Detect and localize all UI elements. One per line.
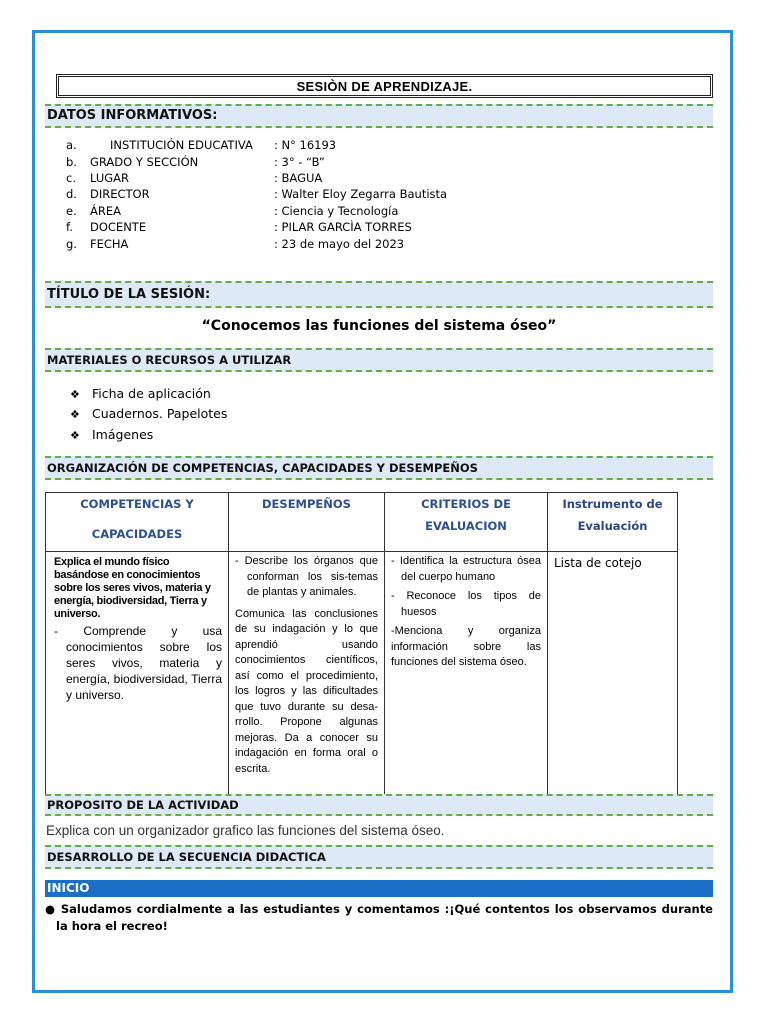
cell-competencia [46,552,229,795]
criterio-item: - Reconoce los tipos de huesos [391,590,541,618]
table-row [46,552,678,795]
header-desempenos: DESEMPEÑOS [229,493,385,552]
competencias-table [45,492,678,795]
diamond-bullet-icon: ❖ [70,388,80,401]
criterio-item: -Menciona y organiza información sobre las funciones del sistema óseo. [391,625,541,668]
competencia-text: Explica el mundo físico basándose en conocimientos sobre los seres vivos, materia y energía, biodiversidad, Tierra y universo. [54,556,211,620]
section-materiales: MATERIALES O RECURSOS A UTILIZAR [45,348,713,372]
list-item: ❖ Ficha de aplicación [70,386,211,401]
proposito-text: Explica con un organizador grafico las funciones del sistema óseo. [46,823,445,838]
inicio-bar: INICIO [45,880,713,897]
bullet-dot-icon: ● [45,902,61,916]
inicio-text: ● Saludamos cordialmente a las estudiantes y comentamos :¡Qué contentos los observamos durante la hora el recreo! [45,902,713,933]
cell-desempenos [229,552,385,795]
desempeno-item: Comunica las conclusiones de su indagación y lo que aprendió usando conocimientos científicos, así como el procedimiento, los logros y las dificultades que tuvo durante su desa-rrollo. Propone algunas mejoras. Da a conocer su indagación en forma oral o escrita. [235,607,378,775]
list-item: ❖ Cuadernos. Papelotes [70,406,228,421]
cell-instrumento: Lista de cotejo [548,552,678,795]
diamond-bullet-icon: ❖ [70,429,80,442]
section-proposito: PROPOSITO DE LA ACTIVIDAD [45,794,713,816]
session-title: “Conocemos las funciones del sistema óseo” [201,318,557,334]
table-header-row [46,493,678,552]
header-instrumento: Instrumento de Evaluación [548,493,678,552]
section-datos: DATOS INFORMATIVOS: [45,104,713,128]
criterio-item: - Identifica la estructura ósea del cuerpo humano [391,555,541,583]
diamond-bullet-icon: ❖ [70,408,80,421]
section-titulo: TÍTULO DE LA SESIÓN: [45,281,713,308]
header-competencias: COMPETENCIAS Y CAPACIDADES [46,493,229,552]
list-item: ❖ Imágenes [70,427,154,442]
section-desarrollo: DESARROLLO DE LA SECUENCIA DIDACTICA [45,845,713,869]
header-criterios: CRITERIOS DE EVALUACION [385,493,548,552]
cell-criterios [385,552,548,795]
section-organizacion: ORGANIZACIÓN DE COMPETENCIAS, CAPACIDADES Y DESEMPEÑOS [45,456,713,480]
capacidad-text: - Comprende y usa conocimientos sobre los seres vivos, materia y energía, biodiversidad, Tierra y universo. [54,624,222,702]
page-title: SESIÒN DE APRENDIZAJE. [56,74,713,98]
desempeno-item: - Describe los órganos que conforman los sis-temas de plantas y animales. [235,555,378,598]
